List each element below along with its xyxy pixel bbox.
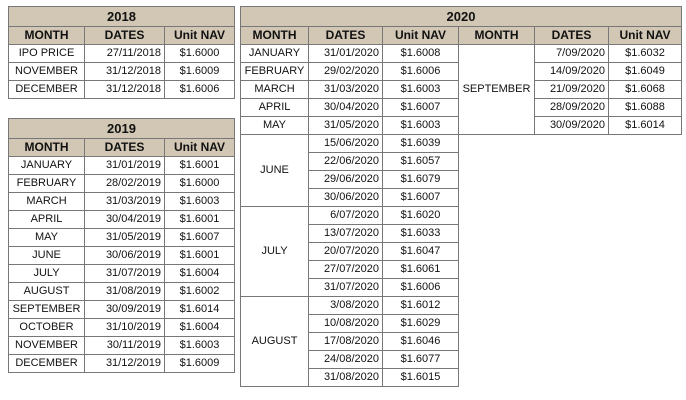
unit-nav-cell: $1.6004 (165, 319, 235, 337)
unit-nav-cell: $1.6068 (609, 81, 682, 99)
date-cell: 31/05/2019 (85, 229, 165, 247)
unit-nav-cell: $1.6007 (383, 189, 459, 207)
unit-nav-cell: $1.6077 (383, 351, 459, 369)
month-cell: NOVEMBER (9, 63, 85, 81)
date-cell: 31/12/2018 (85, 63, 165, 81)
month-cell: JUNE (241, 135, 309, 207)
date-cell: 31/03/2020 (309, 81, 383, 99)
date-cell: 31/05/2020 (309, 117, 383, 135)
month-column-header: MONTH (9, 139, 85, 157)
unit-nav-cell: $1.6014 (165, 301, 235, 319)
date-cell: 30/06/2019 (85, 247, 165, 265)
date-cell: 3/08/2020 (309, 297, 383, 315)
unit-nav-cell: $1.6003 (165, 337, 235, 355)
date-cell: 31/12/2019 (85, 355, 165, 373)
table-row (9, 193, 235, 211)
unit-nav-cell: $1.6006 (383, 279, 459, 297)
month-cell: JULY (241, 207, 309, 297)
unit-nav-cell: $1.6007 (165, 229, 235, 247)
unit-nav-cell: $1.6003 (165, 193, 235, 211)
unit-nav-cell: $1.6004 (165, 265, 235, 283)
table-row (9, 301, 235, 319)
table-row (9, 229, 235, 247)
unit-nav-cell: $1.6079 (383, 171, 459, 189)
date-cell: 21/09/2020 (535, 81, 609, 99)
table-row (9, 81, 235, 99)
unit-nav-cell: $1.6061 (383, 261, 459, 279)
unit-nav-cell: $1.6009 (165, 63, 235, 81)
unit-nav-cell: $1.6003 (383, 117, 459, 135)
unit-nav-cell: $1.6003 (383, 81, 459, 99)
table-body (9, 157, 235, 373)
date-cell: 30/09/2019 (85, 301, 165, 319)
table-row (9, 175, 235, 193)
date-cell: 31/08/2019 (85, 283, 165, 301)
unit-nav-cell: $1.6012 (383, 297, 459, 315)
date-cell: 31/01/2019 (85, 157, 165, 175)
month-cell: SEPTEMBER (9, 301, 85, 319)
unit-nav-cell: $1.6029 (383, 315, 459, 333)
month-cell: FEBRUARY (9, 175, 85, 193)
date-cell: 29/06/2020 (309, 171, 383, 189)
month-cell: NOVEMBER (9, 337, 85, 355)
month-cell: AUGUST (9, 283, 85, 301)
month-cell: FEBRUARY (241, 63, 309, 81)
month-cell: AUGUST (241, 297, 309, 387)
unit-nav-cell: $1.6001 (165, 211, 235, 229)
unit-nav-column-header: Unit NAV (383, 27, 459, 45)
date-cell: 30/11/2019 (85, 337, 165, 355)
date-cell: 27/07/2020 (309, 261, 383, 279)
unit-nav-cell: $1.6088 (609, 99, 682, 117)
date-cell: 29/02/2020 (309, 63, 383, 81)
date-cell: 31/01/2020 (309, 45, 383, 63)
unit-nav-cell: $1.6000 (165, 45, 235, 63)
table-body (241, 45, 682, 387)
unit-nav-cell: $1.6007 (383, 99, 459, 117)
date-cell: 31/12/2018 (85, 81, 165, 99)
table-row (9, 157, 235, 175)
date-cell: 15/06/2020 (309, 135, 383, 153)
date-cell: 31/03/2019 (85, 193, 165, 211)
dates-column-header: DATES (85, 27, 165, 45)
unit-nav-cell: $1.6002 (165, 283, 235, 301)
date-cell: 31/10/2019 (85, 319, 165, 337)
table-row (9, 319, 235, 337)
month-cell: JUNE (9, 247, 85, 265)
month-cell: DECEMBER (9, 355, 85, 373)
table-row (9, 211, 235, 229)
unit-nav-cell: $1.6049 (609, 63, 682, 81)
date-cell: 30/09/2020 (535, 117, 609, 135)
nav-table-2019 (8, 118, 235, 373)
month-cell: APRIL (241, 99, 309, 117)
date-cell: 31/08/2020 (309, 369, 383, 387)
date-cell: 24/08/2020 (309, 351, 383, 369)
date-cell: 30/04/2020 (309, 99, 383, 117)
table-body (9, 45, 235, 99)
nav-table-2018 (8, 6, 235, 99)
year-heading: 2020 (241, 7, 682, 27)
unit-nav-cell: $1.6032 (609, 45, 682, 63)
unit-nav-cell: $1.6039 (383, 135, 459, 153)
date-cell: 17/08/2020 (309, 333, 383, 351)
month-column-header: MONTH (241, 27, 309, 45)
unit-nav-cell: $1.6001 (165, 157, 235, 175)
unit-nav-column-header: Unit NAV (165, 27, 235, 45)
month-cell: MARCH (241, 81, 309, 99)
table-row (9, 337, 235, 355)
month-cell: DECEMBER (9, 81, 85, 99)
month-column-header: MONTH (459, 27, 535, 45)
date-cell: 6/07/2020 (309, 207, 383, 225)
table-row (9, 283, 235, 301)
dates-column-header: DATES (85, 139, 165, 157)
date-cell: 14/09/2020 (535, 63, 609, 81)
date-cell: 30/06/2020 (309, 189, 383, 207)
date-cell: 10/08/2020 (309, 315, 383, 333)
year-heading: 2019 (9, 119, 235, 139)
month-cell: OCTOBER (9, 319, 85, 337)
nav-table-2020 (240, 6, 682, 387)
date-cell: 22/06/2020 (309, 153, 383, 171)
unit-nav-column-header: Unit NAV (165, 139, 235, 157)
unit-nav-cell: $1.6009 (165, 355, 235, 373)
unit-nav-cell: $1.6000 (165, 175, 235, 193)
date-cell: 13/07/2020 (309, 225, 383, 243)
month-cell: JANUARY (9, 157, 85, 175)
date-cell: 7/09/2020 (535, 45, 609, 63)
date-cell: 31/07/2019 (85, 265, 165, 283)
table-row (9, 45, 235, 63)
month-cell: MARCH (9, 193, 85, 211)
month-cell: JULY (9, 265, 85, 283)
unit-nav-cell: $1.6020 (383, 207, 459, 225)
date-cell: 27/11/2018 (85, 45, 165, 63)
dates-column-header: DATES (535, 27, 609, 45)
table-row (9, 247, 235, 265)
month-cell: APRIL (9, 211, 85, 229)
unit-nav-cell: $1.6046 (383, 333, 459, 351)
month-column-header: MONTH (9, 27, 85, 45)
date-cell: 31/07/2020 (309, 279, 383, 297)
unit-nav-cell: $1.6033 (383, 225, 459, 243)
table-row (241, 135, 682, 153)
month-cell: SEPTEMBER (459, 45, 535, 135)
table-row (9, 63, 235, 81)
table-row (9, 355, 235, 373)
dates-column-header: DATES (309, 27, 383, 45)
month-cell: IPO PRICE (9, 45, 85, 63)
month-cell: MAY (9, 229, 85, 247)
month-cell: JANUARY (241, 45, 309, 63)
unit-nav-cell: $1.6057 (383, 153, 459, 171)
table-row (9, 265, 235, 283)
unit-nav-cell: $1.6001 (165, 247, 235, 265)
empty-area (459, 135, 682, 387)
date-cell: 28/09/2020 (535, 99, 609, 117)
unit-nav-column-header: Unit NAV (609, 27, 682, 45)
table-row (241, 45, 682, 63)
unit-nav-cell: $1.6006 (165, 81, 235, 99)
unit-nav-cell: $1.6047 (383, 243, 459, 261)
unit-nav-cell: $1.6008 (383, 45, 459, 63)
unit-nav-cell: $1.6014 (609, 117, 682, 135)
unit-nav-cell: $1.6015 (383, 369, 459, 387)
unit-nav-cell: $1.6006 (383, 63, 459, 81)
date-cell: 20/07/2020 (309, 243, 383, 261)
year-heading: 2018 (9, 7, 235, 27)
date-cell: 28/02/2019 (85, 175, 165, 193)
month-cell: MAY (241, 117, 309, 135)
date-cell: 30/04/2019 (85, 211, 165, 229)
